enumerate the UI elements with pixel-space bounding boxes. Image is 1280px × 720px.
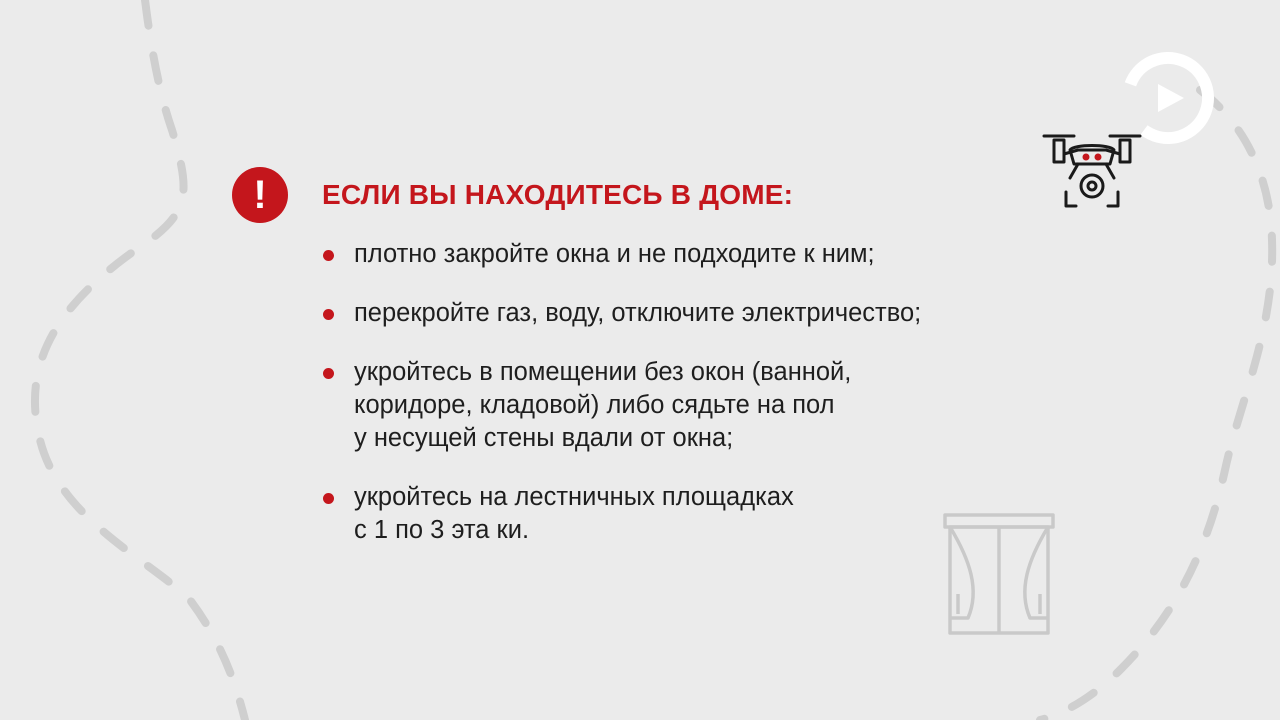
- list-item-text: укройтесь на лестничных площадках с 1 по 3 эта ки.: [354, 483, 794, 544]
- window-curtains-icon: [940, 510, 1058, 638]
- list-item: [322, 297, 942, 330]
- bullet-icon: [323, 250, 334, 261]
- list-item: [322, 238, 942, 271]
- instructions-list: [322, 238, 942, 547]
- bullet-icon: [323, 493, 334, 504]
- section-heading: ЕСЛИ ВЫ НАХОДИТЕСЬ В ДОМЕ:: [322, 179, 794, 210]
- list-item-text: укройтесь в помещении без окон (ванной, коридоре, кладовой) либо сядьте на пол у несущей стены вдали от окна;: [354, 358, 852, 452]
- bullet-icon: [323, 309, 334, 320]
- exclamation-icon: !: [232, 167, 288, 223]
- bullet-icon: [323, 368, 334, 379]
- list-item-text: плотно закройте окна и не подходите к ним;: [354, 240, 875, 268]
- list-item: [322, 481, 942, 547]
- list-item-text: перекройте газ, воду, отключите электричество;: [354, 299, 922, 327]
- drone-icon: [1040, 126, 1144, 212]
- list-item: [322, 356, 942, 455]
